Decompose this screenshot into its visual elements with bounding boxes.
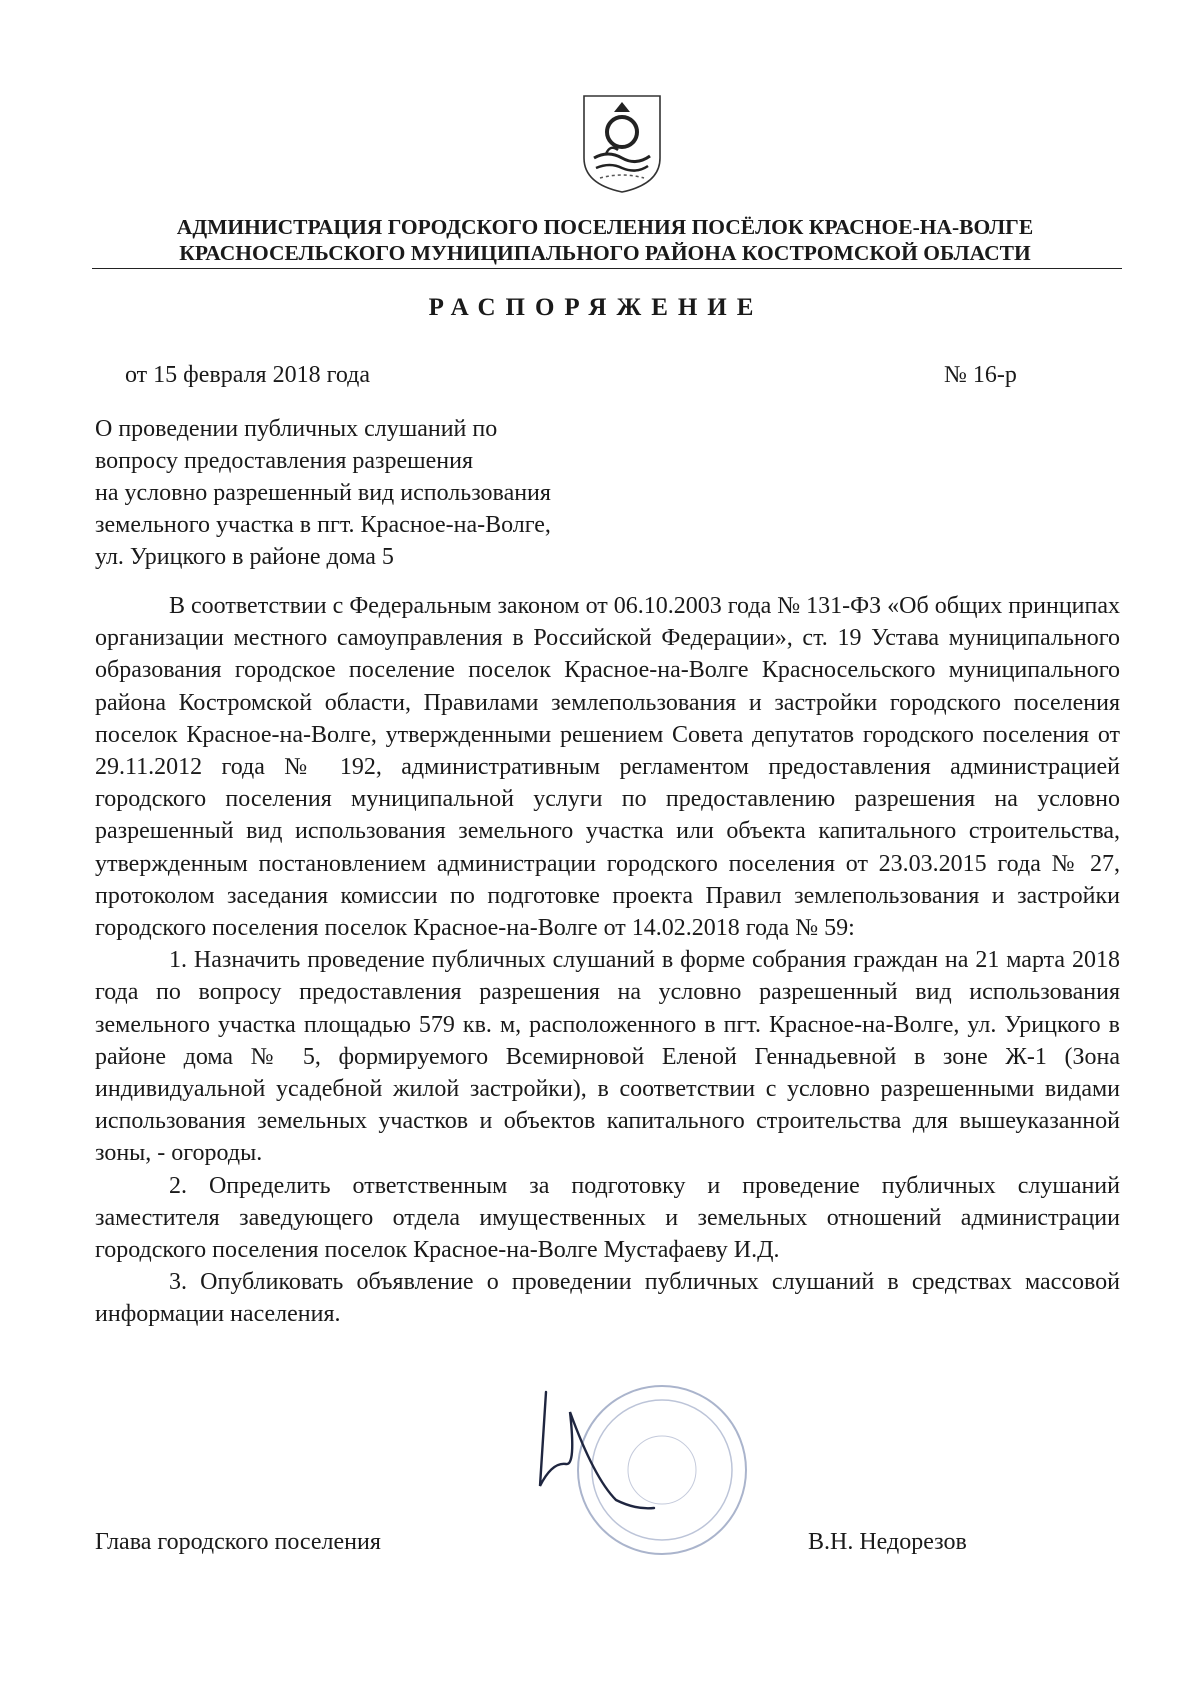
signatory-name: В.Н. Недорезов	[808, 1529, 967, 1555]
subject-line: вопросу предоставления разрешения	[95, 448, 474, 474]
document-date: от 15 февраля 2018 года	[125, 362, 371, 388]
round-seal-stamp-icon	[530, 1382, 770, 1582]
order-item-1: 1. Назначить проведение публичных слушаний в форме собрания граждан на 21 марта 2018 года по вопросу предоставления разрешения на условно разрешенный вид использования земельного участка площадью 579 кв. м, расположенного в пгт. Красное-на-Волге, ул. Урицкого в районе дома № 5, формируемого Всемирновой Еленой Геннадьевной в зоне Ж-1 (Зона индивидуальной усадебной жилой застройки), в соответствии с условно разрешенными видами использования земельных участков и объектов капитального строительства для вышеуказанной зоны, - огороды.	[95, 947, 1120, 1167]
subject-line: на условно разрешенный вид использования	[95, 480, 551, 506]
organization-line-2: КРАСНОСЕЛЬСКОГО МУНИЦИПАЛЬНОГО РАЙОНА КОСТРОМСКОЙ ОБЛАСТИ	[179, 241, 1031, 265]
subject-line: О проведении публичных слушаний по	[95, 416, 498, 442]
preamble-paragraph: В соответствии с Федеральным законом от 06.10.2003 года № 131-ФЗ «Об общих принципах организации местного самоуправления в Российской Федерации», ст. 19 Устава муниципального образования городское поселение поселок Красное-на-Волге Красносельского муниципального района Костромской области, Правилами землепользования и застройки городского поселения поселок Красное-на-Волге, утвержденными решением Совета депутатов городского поселения от 29.11.2012 года № 192, административным регламентом предоставления администрацией городского поселения муниципальной услуги по предоставлению разрешения на условно разрешенный вид использования земельного участка или объекта капитального строительства, утвержденным постановлением администрации городского поселения от 23.03.2015 года № 27, протоколом заседания комиссии по подготовке проекта Правил землепользования и застройки городского поселения поселок Красное-на-Волге от 14.02.2018 года № 59:	[95, 593, 1120, 942]
organization-name	[90, 214, 1120, 266]
coat-of-arms-icon	[580, 92, 664, 196]
document-body	[95, 590, 1120, 1331]
signatory-position: Глава городского поселения	[95, 1529, 381, 1555]
document-subject	[95, 413, 551, 573]
header-divider	[92, 268, 1122, 269]
document-type-title: РАСПОРЯЖЕНИЕ	[428, 294, 764, 321]
document-number: № 16-р	[944, 362, 1017, 388]
order-item-2: 2. Определить ответственным за подготовку и проведение публичных слушаний заместителя заведующего отдела имущественных и земельных отношений администрации городского поселения поселок Красное-на-Волге Мустафаеву И.Д.	[95, 1172, 1120, 1264]
handwritten-signature-icon	[540, 1392, 654, 1508]
order-item-3: 3. Опубликовать объявление о проведении публичных слушаний в средствах массовой информации населения.	[95, 1269, 1120, 1328]
subject-line: ул. Урицкого в районе дома 5	[95, 544, 394, 570]
organization-line-1: АДМИНИСТРАЦИЯ ГОРОДСКОГО ПОСЕЛЕНИЯ ПОСЁЛОК КРАСНОЕ-НА-ВОЛГЕ	[176, 215, 1034, 239]
subject-line: земельного участка в пгт. Красное-на-Волге,	[95, 512, 551, 538]
